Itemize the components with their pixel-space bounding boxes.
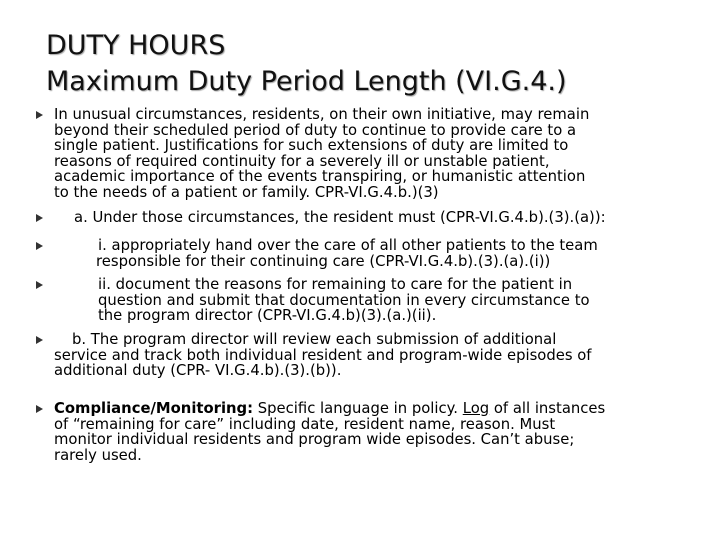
bullet-text <box>74 210 720 226</box>
text-line: In unusual circumstances, residents, on their own initiative, may remain <box>54 106 590 123</box>
text-line: the program director (CPR-VI.G.4.b)(3).(a.)(ii). <box>98 307 437 325</box>
compliance-label: Compliance/Monitoring: <box>54 400 254 417</box>
bullet-arrow-icon <box>36 214 43 222</box>
text-line: academic importance of the events transpiring, or humanistic attention <box>54 168 586 186</box>
text-line: ii. document the reasons for remaining to care for the patient in <box>98 276 573 293</box>
text-line: to the needs of a patient or family. CPR-VI.G.4.b.)(3) <box>54 183 439 201</box>
bullet-arrow-icon <box>36 336 43 344</box>
text-line: monitor individual residents and program wide episodes. Can’t abuse; <box>54 431 575 449</box>
text-line: responsible for their continuing care (CPR-VI.G.4.b).(3).(a).(i)) <box>96 252 551 270</box>
title-line-1: DUTY HOURS <box>46 30 226 61</box>
text-line: single patient. Justifications for such extensions of duty are limited to <box>54 137 569 155</box>
slide-title <box>46 28 567 100</box>
bullet-text <box>54 332 704 379</box>
text-line: of “remaining for care” including date, resident name, reason. Must <box>54 415 556 433</box>
bullet-text <box>54 107 704 201</box>
compliance-text-b: of all instances <box>489 400 606 417</box>
text-line: reasons of required continuity for a severely ill or unstable patient, <box>54 152 550 170</box>
bullet-arrow-icon <box>36 405 43 413</box>
text-line: additional duty (CPR- VI.G.4.b).(3).(b)). <box>54 362 342 380</box>
compliance-text-a: Specific language in policy. <box>253 400 463 417</box>
text-line: question and submit that documentation in every circumstance to <box>98 291 590 309</box>
text-line: beyond their scheduled period of duty to continue to provide care to a <box>54 121 577 139</box>
title-line-2: Maximum Duty Period Length (VI.G.4.) <box>46 66 567 97</box>
text-line: i. appropriately hand over the care of all other patients to the team <box>98 237 598 254</box>
text-line: b. The program director will review each submission of additional <box>72 331 557 348</box>
bullet-text <box>98 277 720 324</box>
compliance-text <box>54 401 704 463</box>
bullet-text <box>96 238 720 269</box>
bullet-arrow-icon <box>36 281 43 289</box>
text-line: rarely used. <box>54 446 142 464</box>
log-word: Log <box>462 400 490 417</box>
text-line: service and track both individual resident and program-wide episodes of <box>54 346 592 364</box>
text-line: a. Under those circumstances, the resident must (CPR-VI.G.4.b).(3).(a)): <box>74 209 606 226</box>
text-line <box>54 401 704 417</box>
bullet-arrow-icon <box>36 111 43 119</box>
bullet-arrow-icon <box>36 242 43 250</box>
